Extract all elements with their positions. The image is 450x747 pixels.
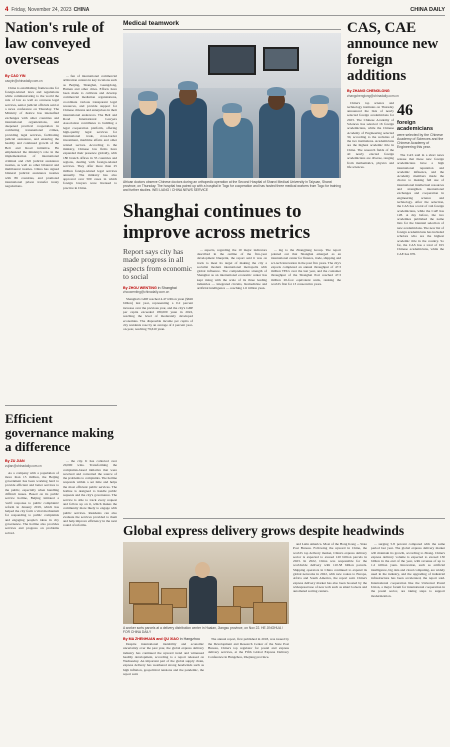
- cas-byline-name: By ZHANG CHENGLONG: [347, 89, 390, 93]
- lead-email: caoyin@chinadaily.com.cn: [5, 78, 43, 83]
- efficient-email: zujian@chinadaily.com.cn: [5, 463, 42, 468]
- medical-section-label: Medical teamwork: [123, 20, 341, 30]
- express-caption: A worker sorts parcels at a delivery distribution center in Huaian, Jiangsu province, on Nov 22. HE JINGHUA / FOR CHINA DAILY: [123, 626, 283, 635]
- shanghai-col-2-text: ... aspects, regarding the 10 major indicators described in the outline of the five-year development blueprint, the report said it was on track to meet its target of making the city a socialist modern international metropolis with global influence. The comprehensive strength of Shanghai as an international economic center has kept rising with the scale of its three leading industries — integrated circuits, biomedicine and artificial intelligence — reaching 1.6 trillion yuan.: [197, 247, 267, 291]
- cas-stat-label: foreign academicians: [397, 119, 434, 132]
- express-col-2: [208, 637, 289, 732]
- efficient-col-1: [5, 471, 59, 747]
- cas-col-2-text: The CAS said in a short news release that these new foreign academicians have a high international reputation and academic influence, and the Academy members made the choice to making full use of international intellectual resources and strengthen international exchanges and cooperation in engineering science and technology. After the selection, the CAS has a total of 144 foreign academicians, while the CAE has 128. A day before, the two academies published the name lists for the biennial selection of new academicians. The new list of foreign academicians has included scholars who are the highest academic title in the country. So far, the CAS has a total of 915 Chinese academicians, while the CAE has 976.: [397, 152, 444, 256]
- cas-stat-desc: were selected by the Chinese Academy of Sciences and the Chinese Academy of Engineering this year.: [397, 132, 444, 150]
- masthead: [5, 4, 445, 15]
- lead-col-2-text: ... fun of international commercial arbitration centers in key locations such as Beijing, Shanghai, Guangdong, Hainan and other cities. Efforts have been made to cultivate and develop commercial mediation organizations, coordinate various transparent legal resources, and provide support for Chinese citizens and enterprises in their international endeavors. The Belt and Road International Lawyers Association contributes to building a legal cooperation platform, offering high-quality legal services for international trade, cross-border investment, maritime affairs and other related sectors. According to the ministry, Chinese law firms have expanded their presence globally, with 180 branch offices in 35 countries and regions, dealing with foreign-related services. They offer more than 25 million foreign-related legal services annually. The ministry has also approved over 500 cases in which foreign lawyers were licensed to practice in China.: [63, 74, 117, 190]
- cas-col-1: [347, 101, 394, 431]
- lead-col-1: [5, 86, 59, 418]
- lead-story: [5, 20, 117, 418]
- shanghai-col-1-text: Shanghai's GDP reached 4.47 trillion yuan ($626 billion) last year, representing a 0.2 percent increase over the previous year, and the city's GDP per capita exceeded 180,000 yuan in 2022, reaching the level of moderately developed economies. The disposable income per capita of city residents rose by an average of 2 percent year-on-year, reaching 79,610 yuan.: [123, 297, 193, 332]
- medical-section: [123, 20, 341, 378]
- express-photo[interactable]: [123, 542, 289, 624]
- paper-name: CHINA DAILY: [410, 6, 445, 13]
- medical-photo[interactable]: [123, 33, 341, 178]
- express-story: [123, 518, 445, 742]
- cas-email: zhangchenglong@chinadaily.com.cn: [347, 93, 399, 98]
- cas-stat-number: 46: [397, 101, 413, 119]
- express-byline-name: By MA ZHENHUAN and QU XIAO: [123, 637, 179, 642]
- express-col-3: [293, 542, 367, 742]
- express-col-1: [123, 642, 204, 722]
- express-col-4: [371, 542, 445, 742]
- efficient-col-1-text: As a company with a population of more than 15 million, the Beijing government has been working hard to provide efficient and better services to the public, especially when handling difficult issues. Based on its public service hotline, Beijing initiated a 'swift response to public complaints' reform in January 2019, which has helped the city form a vital mechanism for responding to public complaints and engaging people's ideas in city governance. The hotline also provides services and progress on problems solved.: [5, 470, 59, 535]
- cas-col-2: [397, 153, 444, 423]
- express-col-2-text: The annual report, first published in 2018, was issued by the Development and Research Center of the State Post Bureau, China's top regulator for postal and express delivery services, at the Fifth Global Express Delivery Conference in Hangzhou, Zhejiang province.: [208, 637, 289, 659]
- shanghai-deck: Report says city has made progress in all aspects from economic to social: [123, 246, 193, 282]
- shanghai-col-3: [271, 248, 341, 378]
- express-col-3-text: and Latin America. Most of the Hong Kong ... State Post Bureau. Following the upward in China, the world's top delivery market, China's express delivery sector is expected to exceed 120 billion parcels in 2023. In 2022, China was responsible for the worldwide delivery with 110.58 billion parcels. Shipping operators in China continued to expand its global networks in 2022, with new routes to Europe, Africa and South America, the report said. China's express delivery market has also been boosted by the widespread use of new tech such as smart lockers and automated sorting centers.: [293, 542, 367, 594]
- monitor-screen-2: [263, 47, 299, 71]
- lead-col-2: [63, 74, 117, 406]
- shanghai-headline[interactable]: Shanghai continues to improve across metrics: [123, 200, 311, 243]
- shanghai-col-1: [123, 297, 193, 377]
- efficient-col-2-text: ... the city. It has collected over 20,000 wins. Transforming the complaints-based initiative that were received and converted the source of the problems to complaints. The hotline responds within a set time and helps the most efficient public services. The hotline is designed to handle public requests and the city's governance. The service is able to track every request and follow up on it, which makes the community more likely to engage with public services. Residents can also evaluate the services provided to them and help improve efficiency in the next round of reforms.: [63, 459, 117, 528]
- shanghai-byline-name: By ZHOU WENTING: [123, 285, 157, 290]
- shanghai-email: zhouwenting@chinadaily.com.cn: [123, 290, 170, 295]
- cas-story: [347, 20, 445, 431]
- express-headline[interactable]: Global express delivery grows despite headwinds: [123, 523, 405, 538]
- lead-headline[interactable]: Nation's rule of law conveyed overseas: [5, 20, 105, 68]
- efficient-byline-name: By ZU JIAN: [5, 459, 25, 463]
- efficient-col-2: [63, 459, 117, 747]
- lead-byline-name: By CAO YIN: [5, 74, 26, 78]
- shanghai-col-3-text: ... ing to the Zhangjiang Group. The report pointed out that Shanghai emerged as an international center for finance, trade, shipping and sci-tech innovation in the past five years. The city's exports completed an annual throughput of 47.3 million TEUs over the last year, and the container throughput of the Shanghai Port reached 47.3 million 20-foot equivalent units, ranking the world's first for 13 consecutive years.: [271, 247, 341, 286]
- shanghai-byline-location: in Shanghai: [157, 285, 177, 290]
- lead-col-1-text: China is establishing frameworks for foreign-related laws and regulations while communicating to the world the rule of law as well as overseas legal services, senior judicial officials said at a news conference on Thursday. The Ministry of Justice has intensified exchanges with other countries and international organizations, and deepened practical cooperation in combating transnational crimes, providing legal services, facilitating judicial assistance, and ensuring the healthy and continued growth of the Belt and Road initiative. He emphasized the ministry's role in the implementation of international criminal and civil judicial assistance treaties, as well as other bilateral and multilateral treaties. China has signed bilateral judicial assistance treaties with 86 countries, and promoted international prison transfer treaty negotiations.: [5, 85, 59, 189]
- medical-caption: African doctors observe Chinese doctors during an orthopedic operation at the Second Hospital of Shanxi Medical University in Taiyuan, Shanxi province, on Thursday. The hospital has paired up with a hospital in Togo for cooperation and has hosted three medical workers from Togo for training and further studies. WEI LIANG / CHINA NEWS SERVICE: [123, 180, 341, 193]
- express-col-1-text: Despite international instability and economic uncertainty over the past year, the global express delivery industry has continued the upward trend and witnessed healthy development, according to a report released on Wednesday. An important part of the global supply chain, express delivery has weathered strong headwinds such as high inflation, geopolitical tensions and the pandemic, the report said.: [123, 641, 204, 676]
- express-byline-location: in Hangzhou: [179, 637, 200, 642]
- cas-headline[interactable]: CAS, CAE announce new foreign additions: [347, 20, 439, 84]
- shanghai-col-2: [197, 248, 267, 378]
- monitor-screen: [208, 45, 256, 75]
- masthead-rule: [5, 15, 445, 16]
- page-date: Friday, November 24, 2023: [11, 6, 72, 13]
- efficient-story: [5, 405, 117, 747]
- cas-col-1-text: China's top science and technology institutes on Thursday announced the lists of newly selected foreign academicians for 2023. The Chinese Academy of Sciences has selected 16 foreign academicians, while the Chinese Academy of Engineering selected 30, according to the websites of the two institutions. Academicians are the highest academic title in China. The research fields of the all newly elected foreign academicians are diverse, ranging from mathematics, physics and life sciences.: [347, 100, 394, 169]
- page-number: 4: [5, 6, 9, 13]
- section-label: CHINA: [73, 6, 90, 13]
- efficient-headline[interactable]: Efficient governance making a difference: [5, 411, 114, 454]
- express-col-4-text: ... surging 5.8 percent compared with the same period last year. The global express delivery market will maintain its growth, according to Zhang. China's express delivery volume is expected to exceed 130 billion in the end of the year, with revenue of up to 1.2 trillion yuan. Innovation, such as artificial intelligence, big data and cloud computing, are widely used in the industry, and the upgrading of industrial infrastructure has been accelerated, the report said. International cooperation like the Universal Postal Union, a major forum for international cooperation in the postal sector, are taking steps to support modernization.: [371, 542, 445, 598]
